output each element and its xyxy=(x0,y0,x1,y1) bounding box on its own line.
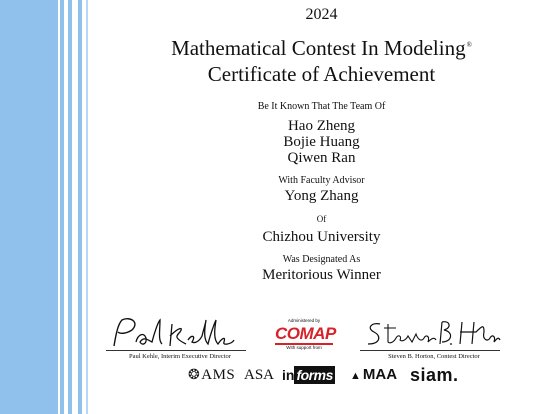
siam-logo xyxy=(410,364,459,386)
signature-line-left xyxy=(106,350,246,351)
stripe-thin-1 xyxy=(60,0,64,414)
stripe-wide xyxy=(0,0,58,414)
stripe-thin-2 xyxy=(68,0,72,414)
signature-left xyxy=(100,314,250,360)
known-text: Be It Known That The Team Of xyxy=(257,101,386,112)
signature-caption-left: Paul Kehle, Interim Executive Director xyxy=(129,353,231,360)
stripe-thin-3 xyxy=(78,0,82,414)
maa-emblem-icon: ▲ xyxy=(350,370,361,382)
contest-name xyxy=(92,36,551,61)
certificate-year: 2024 xyxy=(305,6,338,23)
advisor-name: Yong Zhang xyxy=(284,188,359,204)
stripe-thin-4 xyxy=(86,0,88,414)
designation-label: Was Designated As xyxy=(282,254,361,265)
sponsor-logos xyxy=(92,364,551,386)
comap-administered-text: Administered by xyxy=(287,318,321,323)
signature-line-right xyxy=(360,350,500,351)
university-name: Chizhou University xyxy=(262,229,381,245)
asa-logo-text: ASA xyxy=(244,367,275,383)
comap-support-text: With support from xyxy=(286,345,322,350)
award-level: Meritorious Winner xyxy=(262,267,381,283)
siam-logo-text: siam. xyxy=(410,365,459,385)
informs-logo-prefix: in xyxy=(282,367,295,383)
comap-logo xyxy=(272,318,336,364)
certificate-body xyxy=(92,0,551,414)
ams-logo-text: AMS xyxy=(201,367,236,383)
informs-logo xyxy=(282,366,335,384)
registered-mark: ® xyxy=(466,41,472,49)
comap-word: COMAP xyxy=(275,324,336,343)
maa-logo-text: MAA xyxy=(362,366,398,383)
contest-name-text: Mathematical Contest In Modeling xyxy=(171,36,466,60)
signature-kehle-image xyxy=(100,314,250,352)
of-label: Of xyxy=(316,214,327,224)
ams-logo xyxy=(188,364,235,386)
signature-caption-right: Steven B. Horton, Contest Director xyxy=(388,353,480,360)
team-member: Qiwen Ran xyxy=(287,150,356,166)
informs-logo-box: forms xyxy=(296,367,333,383)
maa-logo xyxy=(350,364,397,386)
asa-logo xyxy=(244,364,274,386)
left-decorative-stripes xyxy=(0,0,88,414)
team-member: Hao Zheng xyxy=(287,118,356,134)
signature-horton-image xyxy=(354,314,504,352)
ams-burst-icon: ❂ xyxy=(188,368,201,383)
team-member: Bojie Huang xyxy=(283,134,360,150)
certificate-title: Certificate of Achievement xyxy=(207,62,436,86)
signature-right xyxy=(354,314,504,360)
advisor-label: With Faculty Advisor xyxy=(278,175,365,186)
